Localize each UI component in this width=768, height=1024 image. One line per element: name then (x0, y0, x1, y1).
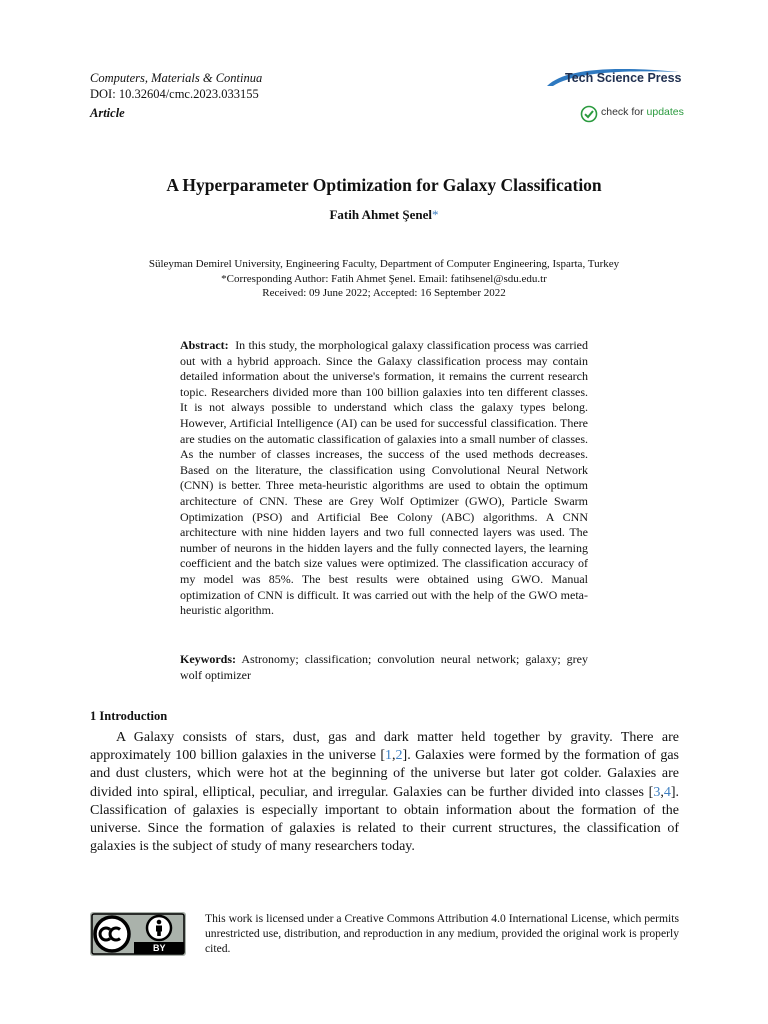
publisher-logo[interactable] (545, 66, 681, 92)
check-updates-highlight: updates (646, 106, 684, 118)
journal-name: Computers, Materials & Continua (90, 71, 263, 85)
paper-title: A Hyperparameter Optimization for Galaxy Classification (166, 175, 602, 195)
section-heading-introduction: 1 Introduction (90, 709, 168, 723)
corresponding-author: *Corresponding Author: Fatih Ahmet Şenel. Email: fatihsenel@sdu.edu.tr (221, 272, 547, 285)
citation-sep: , (392, 748, 396, 764)
check-updates-prefix: check for (601, 106, 647, 118)
intro-text-3: ]. Classification of galaxies is especially important to obtain information about the formation of the universe. Since the formation of galaxies is related to their current structures, the classification of galaxies is the subject of study of many researchers today. (90, 784, 679, 855)
abstract-label: Abstract: (180, 338, 229, 352)
cc-by-label: BY (153, 943, 166, 953)
publisher-name: Tech Science Press (565, 71, 682, 85)
abstract (180, 338, 588, 619)
citation-link[interactable]: 3 (653, 784, 661, 800)
citation-sep: , (660, 784, 664, 800)
keywords-text: Astronomy; classification; convolution neural network; galaxy; grey wolf optimizer (180, 652, 589, 682)
citation-link[interactable]: 4 (663, 784, 671, 800)
author-name: Fatih Ahmet Şenel (329, 207, 433, 222)
corresponding-mark[interactable]: * (432, 207, 439, 222)
citation-link[interactable]: 2 (395, 748, 403, 764)
license-notice: This work is licensed under a Creative Commons Attribution 4.0 International License, which permits unrestricted use, distribution, and reproduction in any medium, provided the original work is properly cited. (205, 912, 679, 955)
affiliation-block (0, 257, 768, 301)
intro-text-1: A Galaxy consists of stars, dust, gas and dark matter held together by gravity. There are approximately 100 billion galaxies in the universe [ (90, 730, 679, 764)
introduction-paragraph (90, 729, 679, 856)
intro-text-2: ]. Galaxies were formed by the formation of gas and dust clusters, which were hot at the beginning of the universe but later got colder. Galaxies are divided into spiral, elliptical, peculiar, and irregular. Galaxies can be further divided into classes [ (90, 748, 680, 800)
keywords-label: Keywords: (180, 652, 236, 666)
received-accepted-dates: Received: 09 June 2022; Accepted: 16 September 2022 (262, 287, 506, 299)
citation-link[interactable]: 1 (385, 748, 393, 764)
article-type: Article (90, 106, 125, 120)
author-line (0, 207, 768, 223)
doi: DOI: 10.32604/cmc.2023.033155 (90, 87, 259, 101)
keywords (180, 652, 588, 683)
cc-by-icon (90, 912, 186, 956)
affiliation: Süleyman Demirel University, Engineering Faculty, Department of Computer Engineering, Isparta, Turkey (148, 258, 620, 270)
abstract-text: In this study, the morphological galaxy classification process was carried out with a hybrid approach. Since the Galaxy classification process may contain detailed information about the universe's formation, it remains the current research topic. Researchers divided more than 100 billion galaxies into ten different classes. It is not always possible to understand which class the galaxy types belong. However, Artificial Intelligence (AI) can be used for successful classification. There are studies on the automatic classification of galaxies into a small number of classes. As the number of classes increases, the success of the used methods decreases. Based on the literature, the classification using Convolutional Neural Network (CNN) is better. Three meta-heuristic algorithms are used to obtain the optimum architecture of CNN. These are Grey Wolf Optimizer (GWO), Particle Swarm Optimization (PSO) and Artificial Bee Colony (ABC) algorithms. A CNN architecture with nine hidden layers and two full connected layers was used. The number of neurons in the hidden layers and the fully connected layers, the learning coefficient and the batch size values were optimized. The classification accuracy of my model was 85%. The best results were obtained using GWO. Manual optimization of CNN is difficult. It was carried out with the help of the GWO meta-heuristic algorithm. (180, 338, 588, 618)
check-updates-icon (580, 105, 598, 123)
creative-commons-badge[interactable] (90, 912, 186, 956)
